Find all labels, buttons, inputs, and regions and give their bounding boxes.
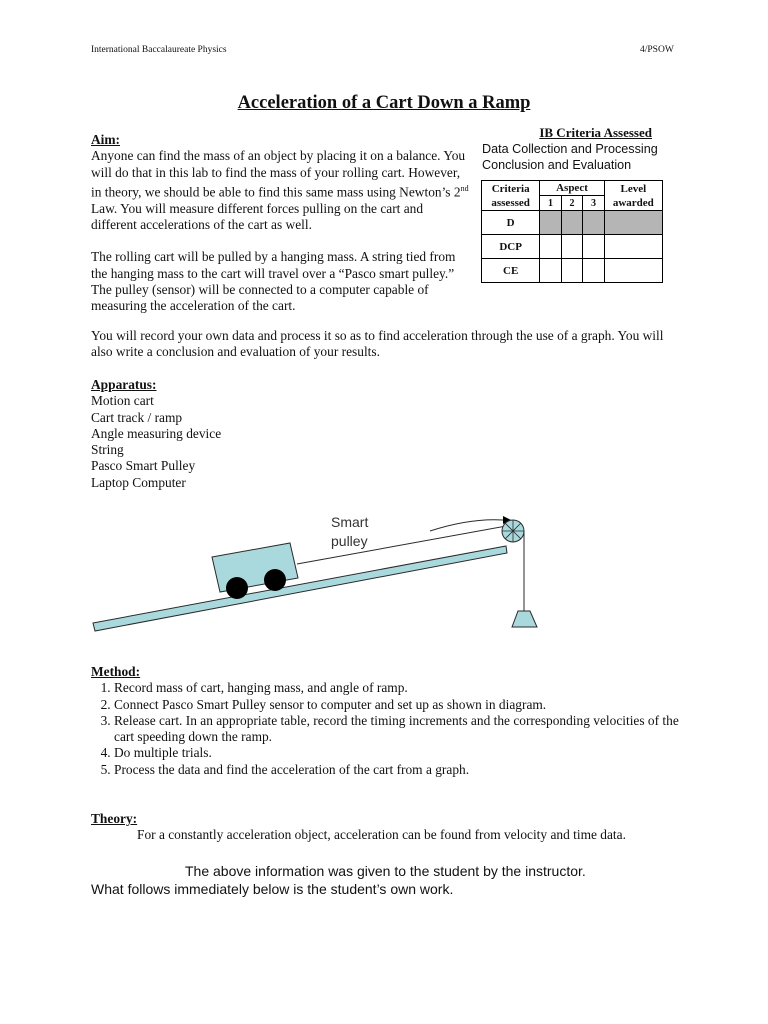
list-item: 3. Release cart. In an appropriate table, record the timing increments and the corresponding velocities of the cart speeding down the ramp. bbox=[114, 713, 681, 746]
criteria-col-header: Criteria assessed bbox=[482, 181, 540, 211]
criteria-table bbox=[481, 180, 663, 283]
instructor-note bbox=[91, 862, 711, 898]
note-line-1: The above information was given to the student by the instructor. bbox=[185, 863, 586, 879]
cell bbox=[604, 211, 662, 235]
apparatus-heading: Apparatus: bbox=[91, 377, 157, 392]
method-list bbox=[91, 680, 681, 778]
aim-paragraph-3: You will record your own data and process it so as to find acceleration through the use of a graph. You will also write a conclusion and evaluation of your results. bbox=[91, 328, 664, 360]
cell bbox=[540, 259, 561, 283]
aim-paragraph-1: Anyone can find the mass of an object by placing it on a balance. You will do that in this lab to find the mass of your rolling cart. However, in theory, we should be able to find this same mass using Newton’s 2nd Law. You will measure different forces pulling on the cart and different accelerations of the cart as well. bbox=[91, 148, 469, 232]
cell bbox=[604, 235, 662, 259]
page-title: Acceleration of a Cart Down a Ramp bbox=[237, 93, 531, 113]
aspect-3-header: 3 bbox=[583, 196, 604, 211]
ramp-diagram bbox=[0, 500, 768, 640]
theory-section bbox=[91, 811, 691, 844]
list-item: Pasco Smart Pulley bbox=[91, 458, 196, 474]
theory-text: For a constantly acceleration object, acceleration can be found from velocity and time data. bbox=[137, 827, 626, 843]
note-line-2: What follows immediately below is the student’s own work. bbox=[91, 881, 454, 897]
pulley-spokes bbox=[502, 520, 524, 542]
cell bbox=[583, 259, 604, 283]
row-label-d: D bbox=[482, 211, 540, 235]
list-item: Cart track / ramp bbox=[91, 409, 183, 425]
cell bbox=[583, 211, 604, 235]
criteria-line-dcp: Data Collection and Processing bbox=[482, 142, 658, 156]
criteria-section bbox=[482, 125, 732, 173]
cell bbox=[561, 211, 582, 235]
row-label-dcp: DCP bbox=[482, 235, 540, 259]
method-section bbox=[91, 664, 681, 778]
aspect-col-header: Aspect bbox=[540, 181, 604, 196]
list-item: 2. Connect Pasco Smart Pulley sensor to computer and set up as shown in diagram. bbox=[114, 697, 681, 713]
list-item: Angle measuring device bbox=[91, 425, 222, 441]
table-row bbox=[482, 211, 663, 235]
list-item: 5. Process the data and find the acceleration of the cart from a graph. bbox=[114, 762, 681, 778]
list-item: Motion cart bbox=[91, 393, 154, 409]
cell bbox=[583, 235, 604, 259]
cell bbox=[561, 259, 582, 283]
pointer-arrow bbox=[430, 520, 503, 531]
header-course: International Baccalaureate Physics bbox=[91, 45, 227, 55]
cart-wheel-rear bbox=[226, 577, 248, 599]
cell bbox=[604, 259, 662, 283]
aspect-2-header: 2 bbox=[561, 196, 582, 211]
hanging-mass bbox=[512, 611, 537, 627]
aim-paragraph-2: The rolling cart will be pulled by a hanging mass. A string tied from the hanging mass to the cart will travel over a “Pasco smart pulley.” The pulley (sensor) will be connected to a computer capable of measuring the acceleration of the cart. bbox=[91, 249, 456, 314]
list-item: 4. Do multiple trials. bbox=[114, 745, 681, 761]
list-item: Laptop Computer bbox=[91, 474, 186, 490]
apparatus-section bbox=[91, 377, 391, 491]
row-label-ce: CE bbox=[482, 259, 540, 283]
aim-heading: Aim: bbox=[91, 132, 121, 147]
cell bbox=[540, 211, 561, 235]
level-col-header: Level awarded bbox=[604, 181, 662, 211]
method-heading: Method: bbox=[91, 664, 141, 679]
aspect-1-header: 1 bbox=[540, 196, 561, 211]
list-item: String bbox=[91, 442, 124, 458]
list-item: 1. Record mass of cart, hanging mass, and angle of ramp. bbox=[114, 680, 681, 696]
aim-section bbox=[91, 132, 469, 314]
cell bbox=[540, 235, 561, 259]
theory-heading: Theory: bbox=[91, 811, 138, 826]
ramp-track bbox=[93, 546, 507, 631]
criteria-line-ce: Conclusion and Evaluation bbox=[482, 158, 632, 172]
table-row bbox=[482, 235, 663, 259]
cart-wheel-front bbox=[264, 569, 286, 591]
cell bbox=[561, 235, 582, 259]
label-line-2: pulley bbox=[331, 533, 368, 549]
header-code: 4/PSOW bbox=[640, 45, 674, 55]
cart-body bbox=[212, 543, 298, 592]
label-line-1: Smart bbox=[331, 514, 369, 530]
smart-pulley-label bbox=[331, 513, 368, 551]
table-row bbox=[482, 259, 663, 283]
criteria-heading: IB Criteria Assessed bbox=[539, 125, 652, 140]
